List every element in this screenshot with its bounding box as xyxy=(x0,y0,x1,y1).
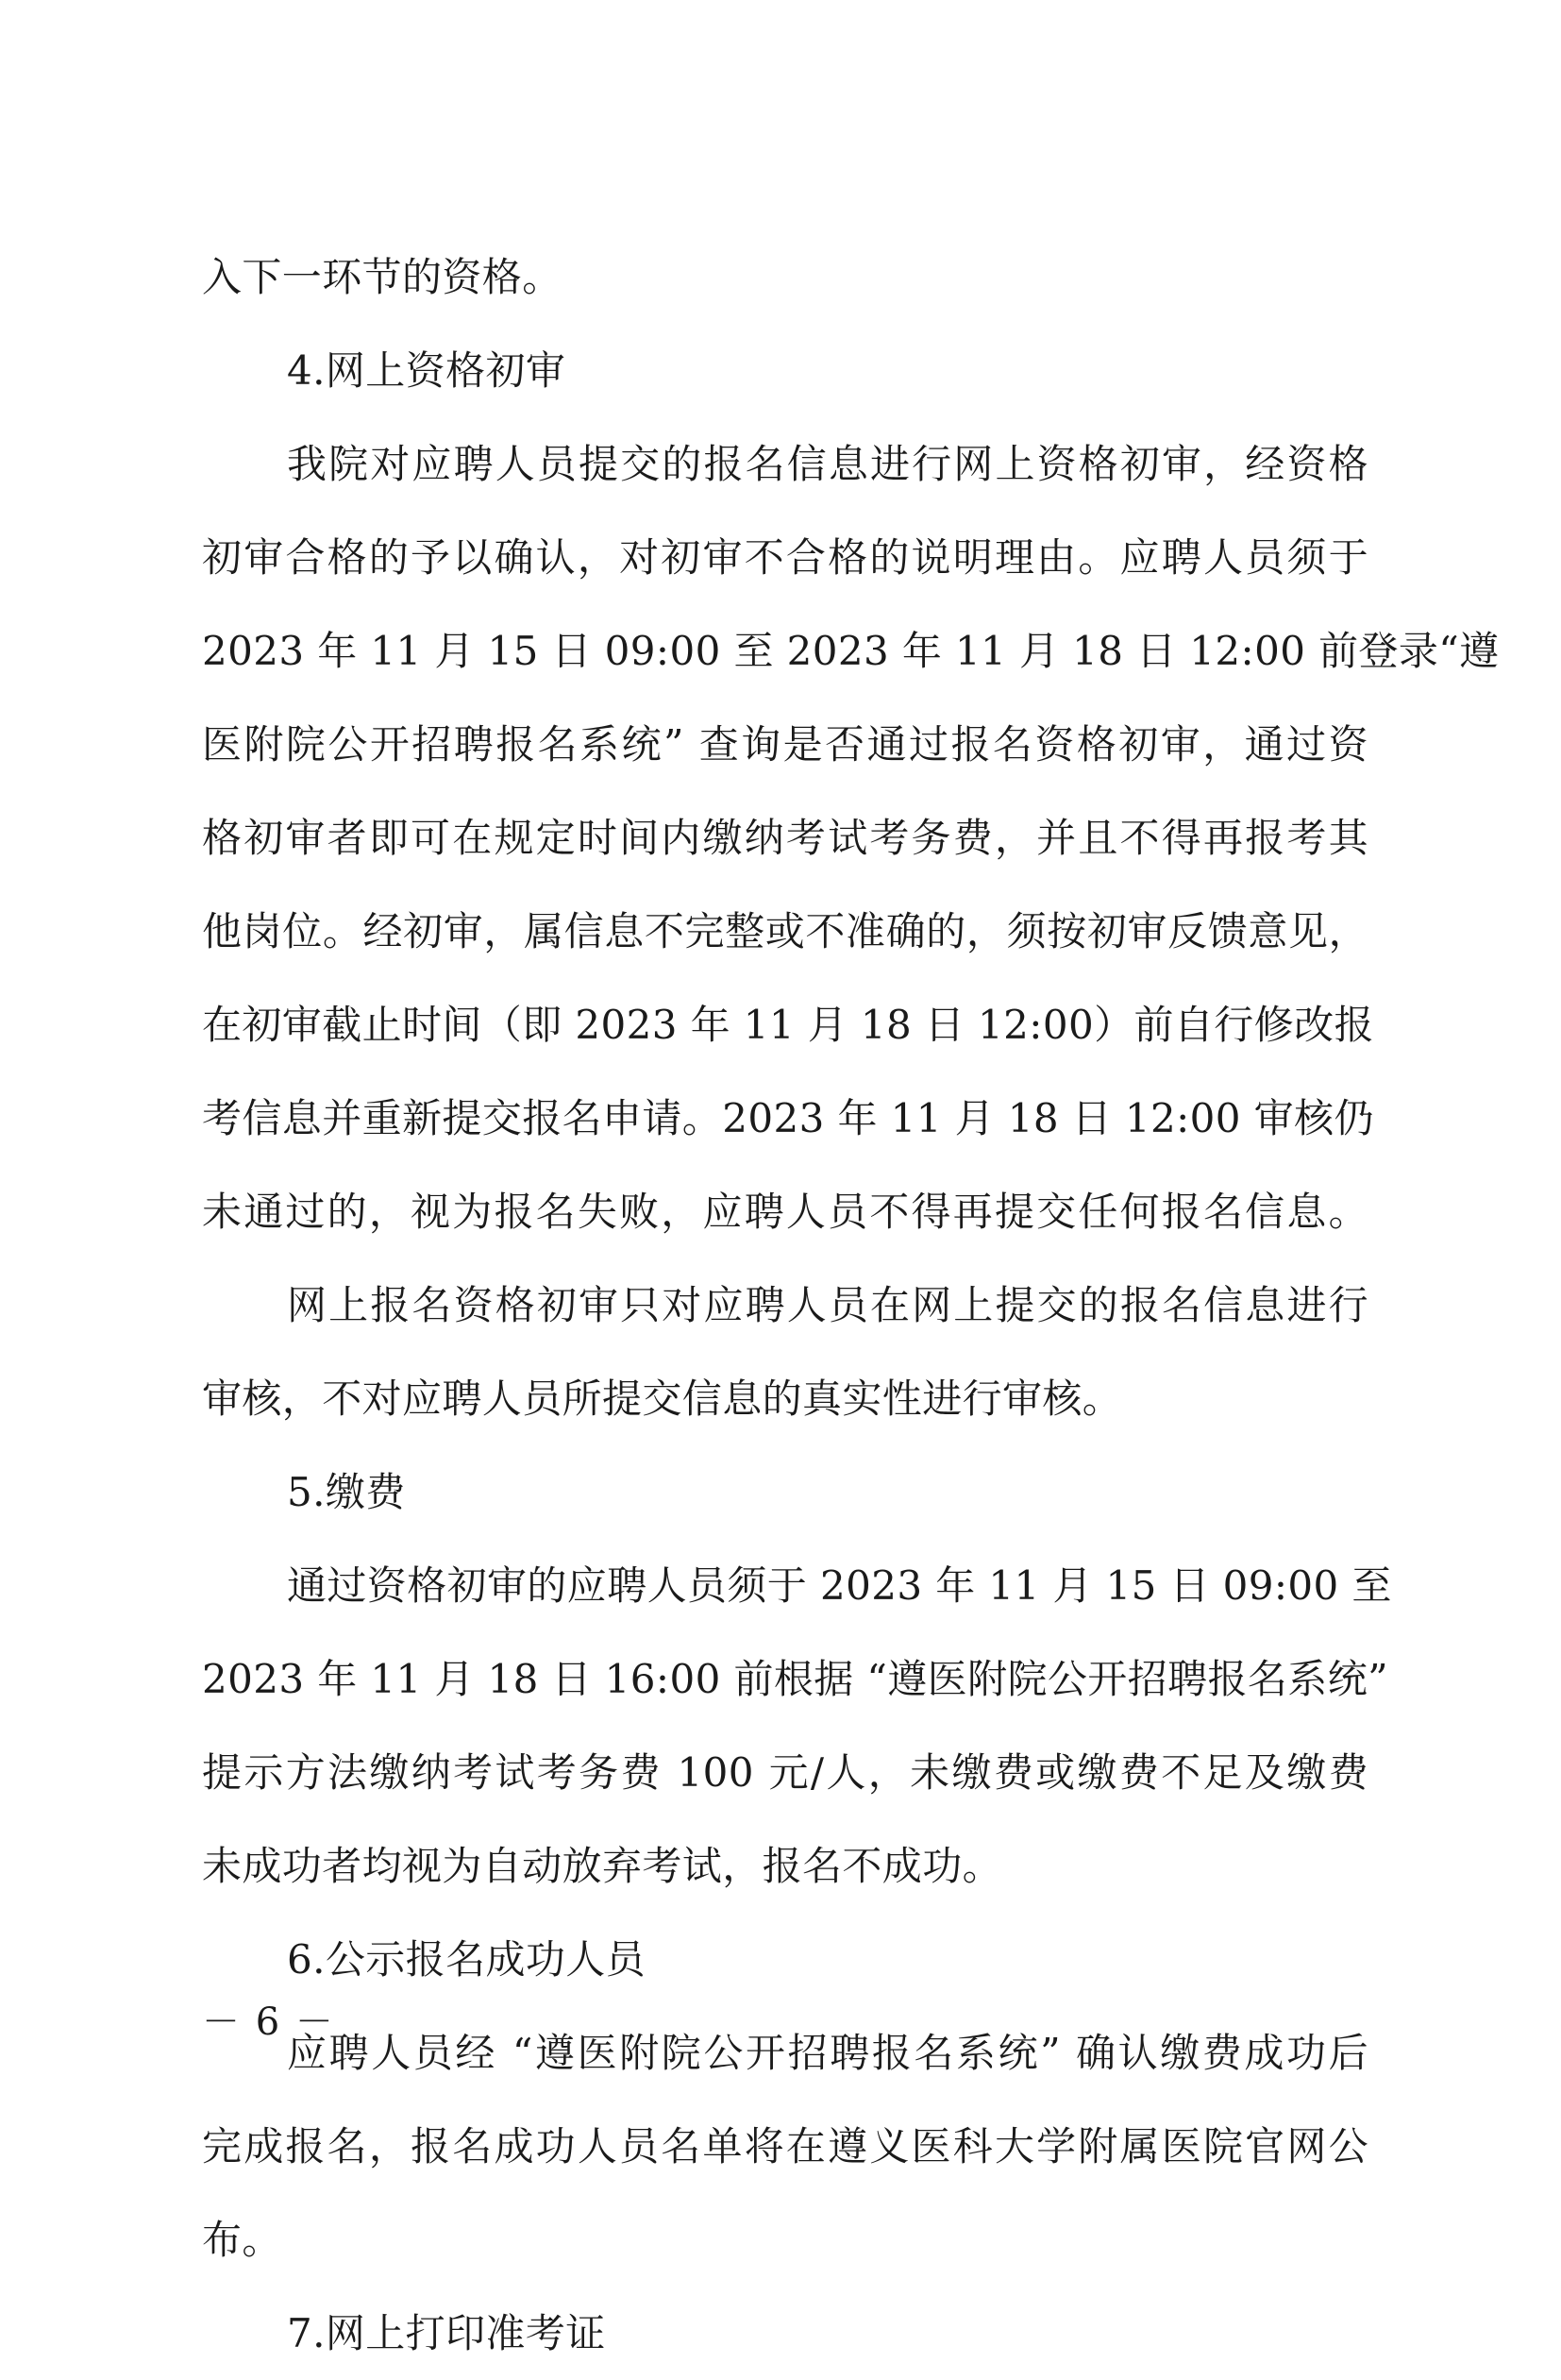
text-line: 2023 年 11 月 15 日 09:00 至 2023 年 11 月 18 日 12:00 前登录“遵 xyxy=(202,628,1500,674)
text-line: 他岗位。经初审，属信息不完整或不准确的，须按初审反馈意见， xyxy=(202,908,1368,954)
text-line: 网上报名资格初审只对应聘人员在网上提交的报名信息进行 xyxy=(287,1282,1368,1328)
text-line: 6.公示报名成功人员 xyxy=(287,1936,646,1983)
text-line: 在初审截止时间（即 2023 年 11 月 18 日 12:00）前自行修改报 xyxy=(202,1002,1374,1048)
text-line: 考信息并重新提交报名申请。2023 年 11 月 18 日 12:00 审核仍 xyxy=(202,1095,1374,1141)
text-line: 应聘人员经 “遵医附院公开招聘报名系统” 确认缴费成功后 xyxy=(287,2030,1368,2076)
text-line: 7.网上打印准考证 xyxy=(287,2310,606,2356)
text-line: 布。 xyxy=(202,2217,282,2263)
text-line: 2023 年 11 月 18 日 16:00 前根据 “遵医附院公开招聘报名系统” xyxy=(202,1656,1388,1702)
text-line: 5.缴费 xyxy=(287,1469,406,1515)
text-line: 我院对应聘人员提交的报名信息进行网上资格初审，经资格 xyxy=(287,441,1368,487)
text-line: 入下一环节的资格。 xyxy=(202,254,562,300)
page-number: － 6 － xyxy=(202,2000,335,2044)
document-body xyxy=(202,230,1500,2380)
text-line: 通过资格初审的应聘人员须于 2023 年 11 月 15 日 09:00 至 xyxy=(287,1562,1392,1609)
text-line: 提示方法缴纳考试考务费 100 元/人，未缴费或缴费不足及缴费 xyxy=(202,1749,1368,1796)
text-line: 格初审者即可在规定时间内缴纳考试考务费，并且不得再报考其 xyxy=(202,815,1368,861)
text-line: 初审合格的予以确认，对初审不合格的说明理由。应聘人员须于 xyxy=(202,534,1368,581)
text-line: 审核，不对应聘人员所提交信息的真实性进行审核。 xyxy=(202,1376,1123,1422)
text-line: 未成功者均视为自动放弃考试，报名不成功。 xyxy=(202,1843,1003,1889)
text-line: 完成报名，报名成功人员名单将在遵义医科大学附属医院官网公 xyxy=(202,2123,1368,2169)
text-line: 未通过的，视为报名失败，应聘人员不得再提交任何报名信息。 xyxy=(202,1189,1368,1235)
text-line: 4.网上资格初审 xyxy=(287,347,566,394)
text-line: 医附院公开招聘报名系统” 查询是否通过报名资格初审，通过资 xyxy=(202,721,1368,768)
